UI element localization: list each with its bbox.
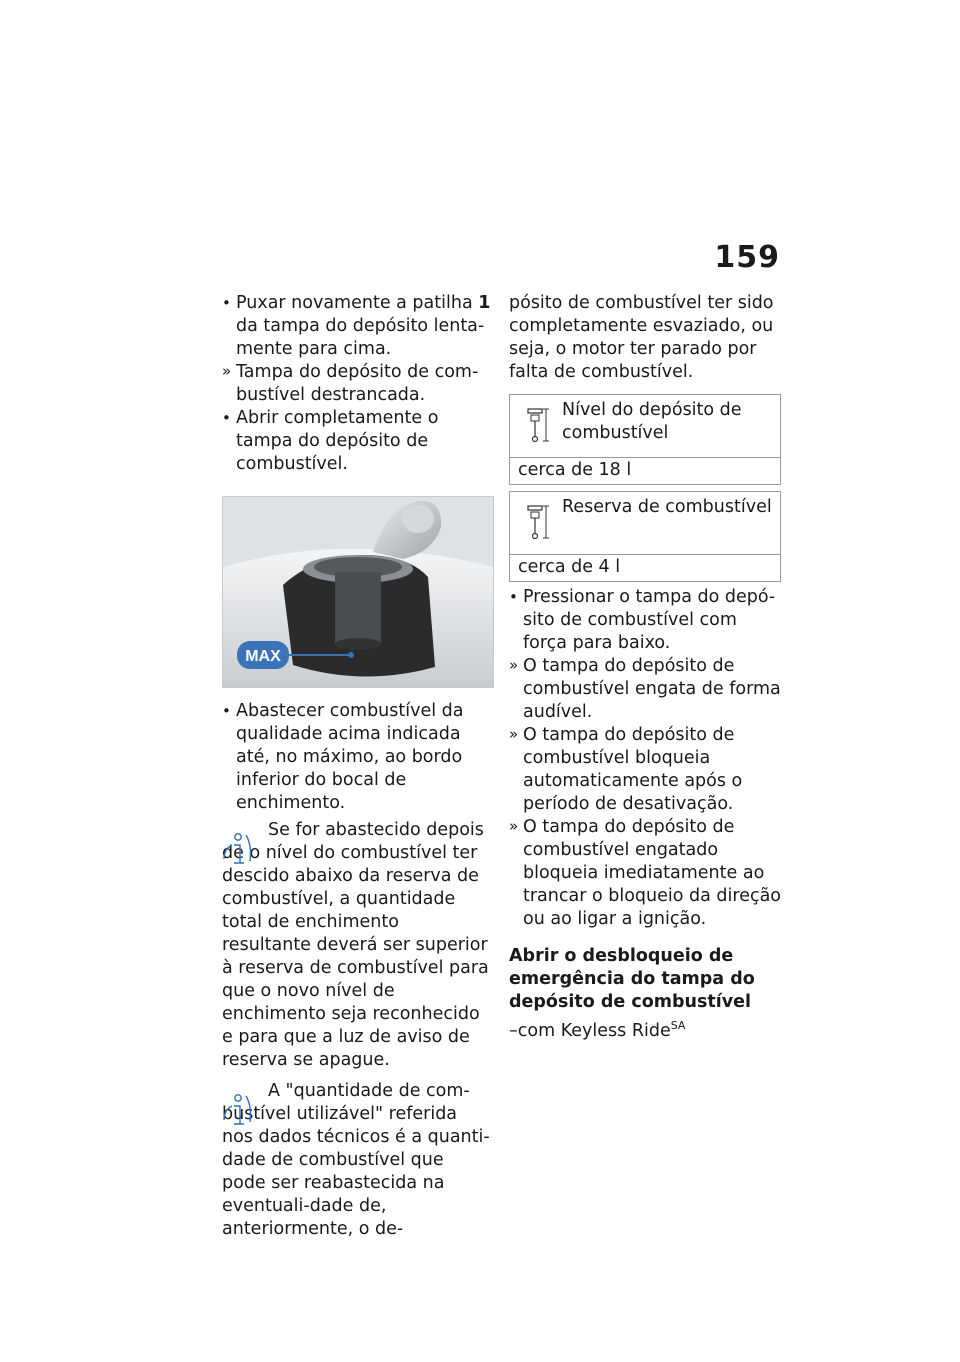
step-result — [509, 655, 781, 724]
spec-label: Nível do depósito de combustível — [562, 400, 742, 443]
subheading-text: –com Keyless Ride — [509, 1020, 671, 1041]
fuel-tank-illustration — [223, 497, 493, 687]
step-text: Tampa do depósito de com-bustível destrancada. — [236, 362, 479, 405]
callout-ref: 1 — [478, 293, 491, 313]
step-text: O tampa do depósito de combustível bloqueia automaticamente após o período de desativação. — [523, 725, 743, 814]
info-icon — [222, 1086, 254, 1128]
section-heading: Abrir o desbloqueio de emergência do tampa do depósito de combustível — [509, 946, 755, 1012]
subheading-sup: SA — [670, 1019, 686, 1032]
fuel-pump-icon — [524, 504, 550, 540]
step-bullet — [222, 700, 492, 815]
step-result — [509, 816, 781, 931]
spec-table-fuel-level — [509, 394, 781, 485]
step-text: Abrir completamente o tampa do depósito de combustível. — [236, 408, 439, 474]
spec-header — [510, 492, 780, 555]
section-subheading — [509, 1014, 781, 1043]
step-bullet — [222, 407, 492, 476]
step-bullet — [509, 586, 781, 655]
bullet-marker: • — [222, 294, 231, 312]
bullet-marker: • — [222, 409, 231, 427]
step-text: O tampa do depósito de combustível engatado bloqueia imediatamente ao trancar o bloqueio da direção ou ao ligar a ignição. — [523, 817, 782, 929]
fuel-filler-photo — [222, 496, 494, 688]
result-marker: » — [509, 656, 519, 674]
max-label: MAX — [245, 648, 281, 665]
spec-table-fuel-reserve — [509, 491, 781, 582]
step-result — [222, 361, 492, 407]
info-note — [222, 819, 492, 1072]
note-text: Se for abastecido depois de o nível do combustível ter descido abaixo da reserva de combustível, a quantidade total de enchimento resultante deverá ser superior à reserva de combustível para que o novo nível de enchimento seja reconhecido e para que a luz de aviso de reserva se apague. — [222, 820, 489, 1070]
spec-header — [510, 395, 780, 458]
continuation-text: pósito de combustível ter sido completamente esvaziado, ou seja, o motor ter parado por falta de combustível. — [509, 293, 774, 382]
step-text: O tampa do depósito de combustível engata de forma audível. — [523, 656, 781, 722]
step-bullet — [222, 292, 492, 361]
spec-label: Reserva de combustível — [562, 497, 772, 517]
right-column — [509, 292, 781, 1043]
step-text: da tampa do depósito lenta-mente para cima. — [236, 316, 485, 359]
note-text: A "quantidade de com-bustível utilizável" referida nos dados técnicos é a quanti-dade de combustível que pode ser reabastecida na eventuali-dade de, anteriormente, o de- — [222, 1081, 490, 1239]
info-note — [222, 1080, 492, 1241]
step-text: Abastecer combustível da qualidade acima indicada até, no máximo, ao bordo inferior do bocal de enchimento. — [236, 701, 464, 813]
bullet-marker: • — [509, 588, 518, 606]
page-number: 159 — [714, 240, 780, 275]
result-marker: » — [222, 362, 232, 380]
spec-value: cerca de 18 l — [518, 460, 632, 480]
step-result — [509, 724, 781, 816]
left-column — [222, 292, 492, 1249]
step-text: Puxar novamente a patilha — [236, 293, 473, 313]
info-icon — [222, 825, 254, 867]
spec-value: cerca de 4 l — [518, 557, 621, 577]
result-marker: » — [509, 725, 519, 743]
bullet-marker: • — [222, 702, 231, 720]
fuel-pump-icon — [524, 407, 550, 443]
step-text: Pressionar o tampa do depó-sito de combustível com força para baixo. — [523, 587, 776, 653]
result-marker: » — [509, 817, 519, 835]
